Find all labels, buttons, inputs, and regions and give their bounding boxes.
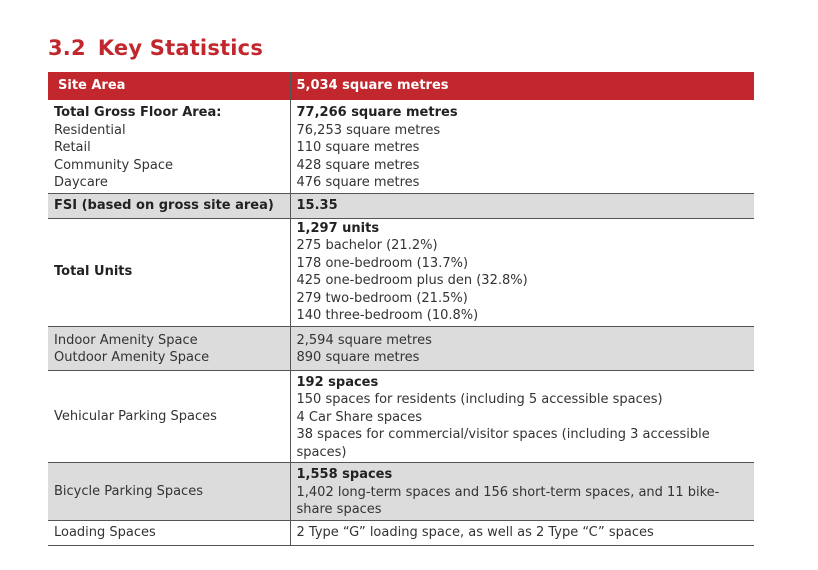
row-value-cell <box>290 218 754 326</box>
row-subvalue: 425 one-bedroom plus den (32.8%) <box>296 273 528 288</box>
row-value-cell <box>290 193 754 218</box>
row-label-cell <box>48 100 290 193</box>
row-subvalue: 275 bachelor (21.2%) <box>296 238 438 253</box>
row-subvalue: 1,402 long-term spaces and 156 short-term spaces, and 11 bike-share spaces <box>296 484 720 517</box>
row-subvalue: 38 spaces for commercial/visitor spaces (including 3 accessible spaces) <box>296 427 710 460</box>
table-row-total-units <box>48 218 754 326</box>
row-label: Indoor Amenity Space <box>54 332 198 348</box>
row-subvalue: 140 three-bedroom (10.8%) <box>296 308 479 323</box>
row-sublabel: Daycare <box>54 175 108 190</box>
row-subvalue: 150 spaces for residents (including 5 accessible spaces) <box>296 392 663 407</box>
row-label-cell <box>48 463 290 521</box>
row-label: Bicycle Parking Spaces <box>54 483 203 499</box>
row-value-cell <box>290 100 754 193</box>
row-sublabel: Residential <box>54 122 126 138</box>
row-value: 2,594 square metres <box>296 332 432 348</box>
row-label: Site Area <box>48 72 290 100</box>
row-subvalue: 178 one-bedroom (13.7%) <box>296 255 469 271</box>
row-subvalue: 110 square metres <box>296 140 420 155</box>
table-row-fsi <box>48 193 754 218</box>
row-value: 890 square metres <box>296 350 420 365</box>
row-label: Outdoor Amenity Space <box>54 350 210 365</box>
row-value: 1,297 units <box>296 220 380 236</box>
row-value: 15.35 <box>296 197 338 213</box>
row-label-cell <box>48 193 290 218</box>
row-subvalue: 428 square metres <box>296 157 420 173</box>
row-sublabel: Retail <box>54 140 91 155</box>
row-value-cell <box>290 463 754 521</box>
table-row-amenity-space <box>48 326 754 370</box>
row-sublabel: Community Space <box>54 157 173 173</box>
row-value: 5,034 square metres <box>290 72 754 100</box>
row-value: 77,266 square metres <box>296 105 458 120</box>
row-label: FSI (based on gross site area) <box>54 197 274 213</box>
row-subvalue: 76,253 square metres <box>296 122 441 138</box>
section-number: 3.2 <box>48 36 86 60</box>
row-label: Total Units <box>54 264 133 280</box>
table-row-vehicular-parking <box>48 370 754 463</box>
row-value: 1,558 spaces <box>296 467 393 482</box>
table-row-site-area <box>48 72 754 100</box>
table-row-gross-floor-area <box>48 100 754 193</box>
row-label: Vehicular Parking Spaces <box>54 408 217 424</box>
row-label-cell <box>48 326 290 370</box>
table-row-bicycle-parking <box>48 463 754 521</box>
row-value-cell <box>290 370 754 463</box>
row-value: 2 Type “G” loading space, as well as 2 Type “C” spaces <box>296 524 654 540</box>
row-subvalue: 476 square metres <box>296 175 420 190</box>
row-value-cell <box>290 326 754 370</box>
table-row-loading-spaces <box>48 520 754 545</box>
row-label: Loading Spaces <box>54 524 156 540</box>
row-value-cell <box>290 520 754 545</box>
section-title: Key Statistics <box>97 36 264 60</box>
row-label: Total Gross Floor Area: <box>54 105 222 120</box>
section-heading <box>48 36 263 60</box>
row-label-cell <box>48 218 290 326</box>
row-subvalue: 4 Car Share spaces <box>296 409 422 425</box>
row-subvalue: 279 two-bedroom (21.5%) <box>296 290 468 306</box>
row-value: 192 spaces <box>296 374 379 390</box>
row-label-cell <box>48 520 290 545</box>
row-label-cell <box>48 370 290 463</box>
key-statistics-table <box>48 72 754 546</box>
